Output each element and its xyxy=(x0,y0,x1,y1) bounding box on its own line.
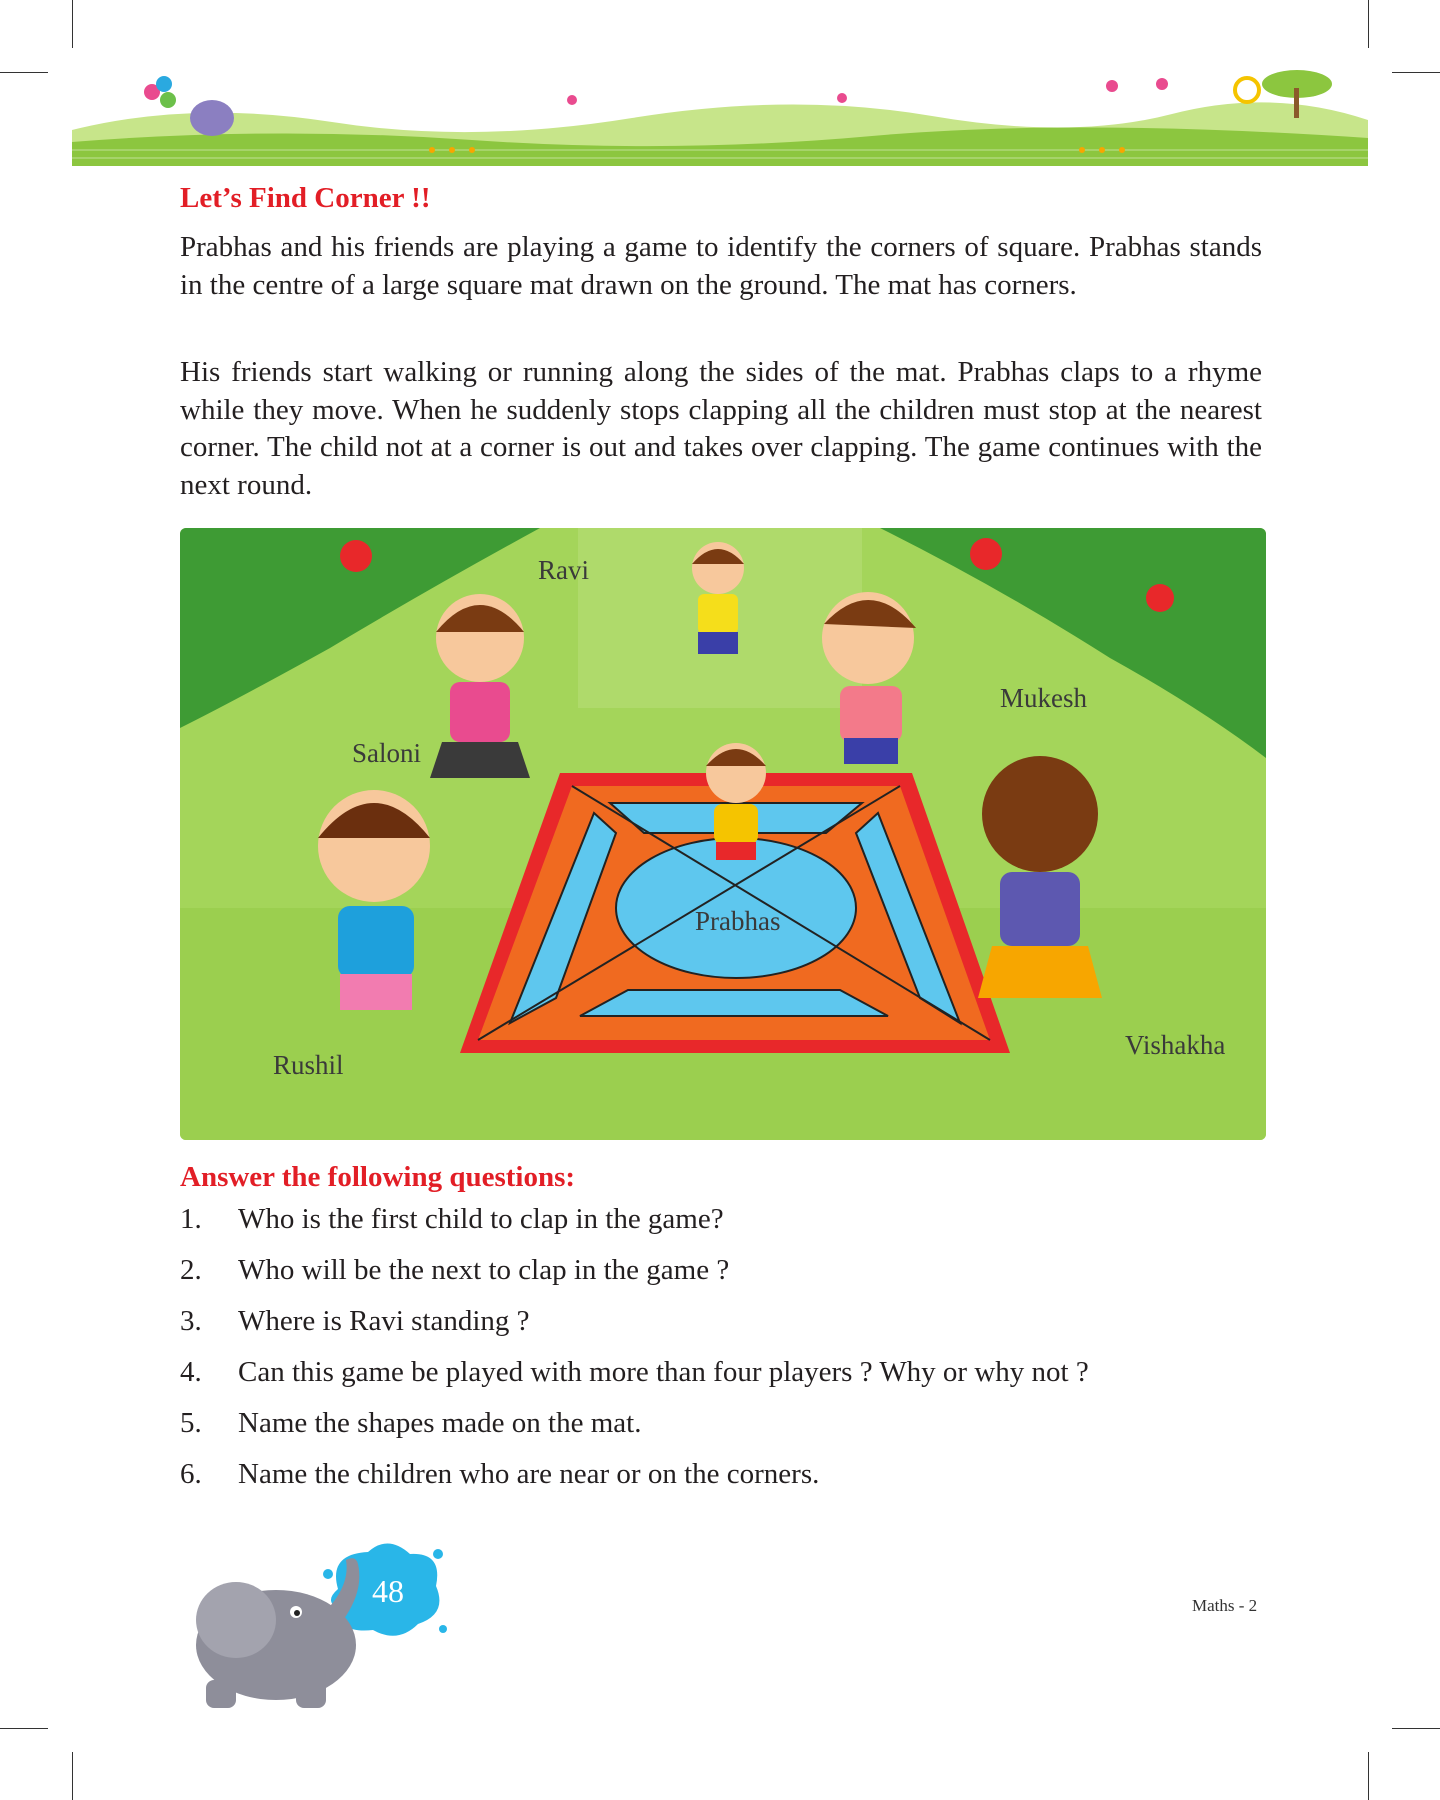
question-number: 2. xyxy=(180,1254,202,1286)
fruit-icon xyxy=(1146,584,1174,612)
question-number: 4. xyxy=(180,1356,202,1388)
elephant-icon xyxy=(176,1550,416,1715)
question-item xyxy=(180,1407,1280,1458)
label-rushil: Rushil xyxy=(273,1050,344,1080)
question-text: Where is Ravi standing ? xyxy=(238,1305,530,1337)
question-text: Who will be the next to clap in the game ? xyxy=(238,1254,730,1286)
section-heading: Let’s Find Corner !! xyxy=(180,182,431,214)
crop-mark xyxy=(72,0,73,48)
crop-mark xyxy=(1392,72,1440,73)
crop-mark xyxy=(72,1752,73,1800)
label-vishakha: Vishakha xyxy=(1125,1030,1226,1060)
crop-mark xyxy=(0,72,48,73)
crop-mark xyxy=(1392,1728,1440,1729)
question-text: Who is the first child to clap in the game? xyxy=(238,1203,724,1235)
question-text: Name the children who are near or on the corners. xyxy=(238,1458,820,1490)
page-number: 48 xyxy=(372,1573,404,1609)
fruit-icon xyxy=(340,540,372,572)
question-number: 1. xyxy=(180,1203,202,1235)
questions-list xyxy=(180,1203,1280,1509)
label-saloni: Saloni xyxy=(352,738,422,768)
question-text: Name the shapes made on the mat. xyxy=(238,1407,642,1439)
book-name: Maths - 2 xyxy=(1192,1596,1258,1615)
game-illustration xyxy=(180,528,1266,1140)
question-item xyxy=(180,1254,1280,1305)
child-ravi xyxy=(692,542,744,654)
balloon-icon xyxy=(160,92,176,108)
crop-mark xyxy=(1368,0,1369,48)
question-number: 3. xyxy=(180,1305,202,1337)
mat-trapezoid-bottom xyxy=(580,990,888,1016)
question-item xyxy=(180,1305,1280,1356)
crop-mark xyxy=(0,1728,48,1729)
question-number: 6. xyxy=(180,1458,202,1490)
question-text: Can this game be played with more than four players ? Why or why not ? xyxy=(238,1356,1089,1388)
header-banner xyxy=(72,70,1368,166)
fruit-icon xyxy=(970,538,1002,570)
label-mukesh: Mukesh xyxy=(1000,683,1087,713)
intro-paragraph: Prabhas and his friends are playing a game to identify the corners of square. Prabhas stands in the centre of a large square mat drawn on the ground. The mat has corners. xyxy=(180,231,1262,301)
question-item xyxy=(180,1203,1280,1254)
question-item xyxy=(180,1356,1280,1407)
rules-paragraph: His friends start walking or running along the sides of the mat. Prabhas claps to a rhyme while they move. When he suddenly stops clapping all the children must stop at the nearest corner. The child not at a corner is out and takes over clapping. The game continues with the next round. xyxy=(180,356,1262,501)
crop-mark xyxy=(1368,1752,1369,1800)
question-item xyxy=(180,1458,1280,1509)
label-prabhas: Prabhas xyxy=(695,906,781,936)
question-number: 5. xyxy=(180,1407,202,1439)
questions-heading: Answer the following questions: xyxy=(180,1161,576,1193)
balloon-icon xyxy=(156,76,172,92)
label-ravi: Ravi xyxy=(538,555,589,585)
elephant-icon xyxy=(190,100,234,136)
